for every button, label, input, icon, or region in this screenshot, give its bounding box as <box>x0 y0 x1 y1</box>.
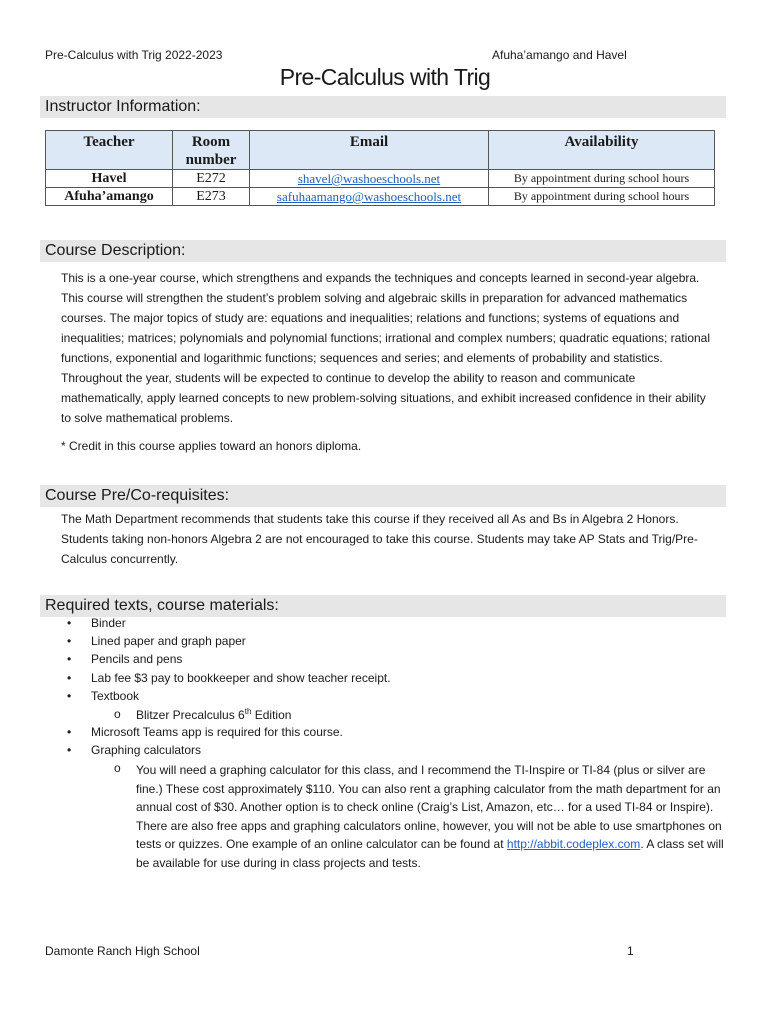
bullet-icon: • <box>67 634 72 648</box>
materials-heading: Required texts, course materials: <box>40 595 726 617</box>
table-header-row <box>46 131 715 170</box>
room-number: E273 <box>173 188 250 206</box>
list-item-label: Textbook <box>91 689 140 703</box>
table-row <box>46 170 715 188</box>
instructor-table <box>45 130 715 206</box>
list-item-label: Lined paper and graph paper <box>91 634 246 648</box>
header-course-year: Pre-Calculus with Trig 2022-2023 <box>45 48 223 62</box>
email-link[interactable]: safuhaamango@washoeschools.net <box>250 188 489 206</box>
teacher-name: Afuha’amango <box>46 188 173 206</box>
list-item-label: Pencils and pens <box>91 652 183 666</box>
page-title: Pre-Calculus with Trig <box>279 64 491 90</box>
prereq-body: The Math Department recommends that students take this course if they received all As and Bs in Algebra 2 Honors. Students taking non-honors Algebra 2 are not encouraged to take this course. Students may take AP Stats and Trig/Pre-Calculus concurrently. <box>61 512 698 566</box>
room-number: E272 <box>173 170 250 188</box>
circle-bullet-icon: o <box>114 761 121 775</box>
calculator-link[interactable]: http://abbit.codeplex.com <box>506 837 641 851</box>
col-teacher: Teacher <box>46 131 173 170</box>
calculator-paragraph: You will need a graphing calculator for this class, and I recommend the TI-Inspire or TI-84 (plus or silver are fine.) These cost approximately $110. You can also rent a graphing calculator from the math department for an annual cost of $30. Another option is to check online (Craig’s List, Amazon, etc… for a used TI-84 or Inspire). There are also free apps and graphing calculators online, however, you will not be able to use smartphones on tests or quizzes. One example of an online calculator can be found at http://abbit.codeplex.com. A class set will be available for use during in class projects and tests. <box>136 763 724 870</box>
bullet-icon: • <box>67 616 72 630</box>
col-room: Room number <box>173 131 250 170</box>
credit-note: * Credit in this course applies toward an honors diploma. <box>61 439 362 453</box>
page-number: 1 <box>627 944 634 958</box>
col-email: Email <box>250 131 489 170</box>
list-item-label: Microsoft Teams app is required for this course. <box>91 725 343 739</box>
bullet-icon: • <box>67 743 72 757</box>
description-heading: Course Description: <box>40 240 726 262</box>
prereq-heading: Course Pre/Co-requisites: <box>40 485 726 507</box>
bullet-icon: • <box>67 652 72 666</box>
description-body: This is a one-year course, which strengthens and expands the techniques and concepts learned in second-year algebra. This course will strengthen the student’s problem solving and algebraic skills in preparation for advanced mathematics courses. The major topics of study are: equations and inequalities; relations and functions; systems of equations and inequalities; matrices; polynomials and polynomial functions; irrational and complex numbers; quadratic equations; rational functions, exponential and logarithmic functions; sequences and series; and elements of probability and statistics. Throughout the year, students will be expected to continue to develop the ability to reason and communicate mathematically, apply learned concepts to new problem-solving situations, and exhibit increased confidence in their ability to solve mathematical problems. <box>61 271 711 425</box>
table-row <box>46 188 715 206</box>
bullet-icon: • <box>67 689 72 703</box>
list-item-label: Binder <box>91 616 126 630</box>
email-link[interactable]: shavel@washoeschools.net <box>250 170 489 188</box>
availability: By appointment during school hours <box>489 170 715 188</box>
list-item-label: Lab fee $3 pay to bookkeeper and show teacher receipt. <box>91 671 391 685</box>
col-availability: Availability <box>489 131 715 170</box>
instructor-heading: Instructor Information: <box>40 96 726 118</box>
availability: By appointment during school hours <box>489 188 715 206</box>
textbook-edition: Blitzer Precalculus 6th Edition <box>136 707 292 722</box>
teacher-name: Havel <box>46 170 173 188</box>
footer-school: Damonte Ranch High School <box>45 944 200 958</box>
bullet-icon: • <box>67 671 72 685</box>
circle-bullet-icon: o <box>114 707 121 721</box>
header-teachers: Afuha’amango and Havel <box>492 48 627 62</box>
list-item-label: Graphing calculators <box>91 743 202 757</box>
bullet-icon: • <box>67 725 72 739</box>
